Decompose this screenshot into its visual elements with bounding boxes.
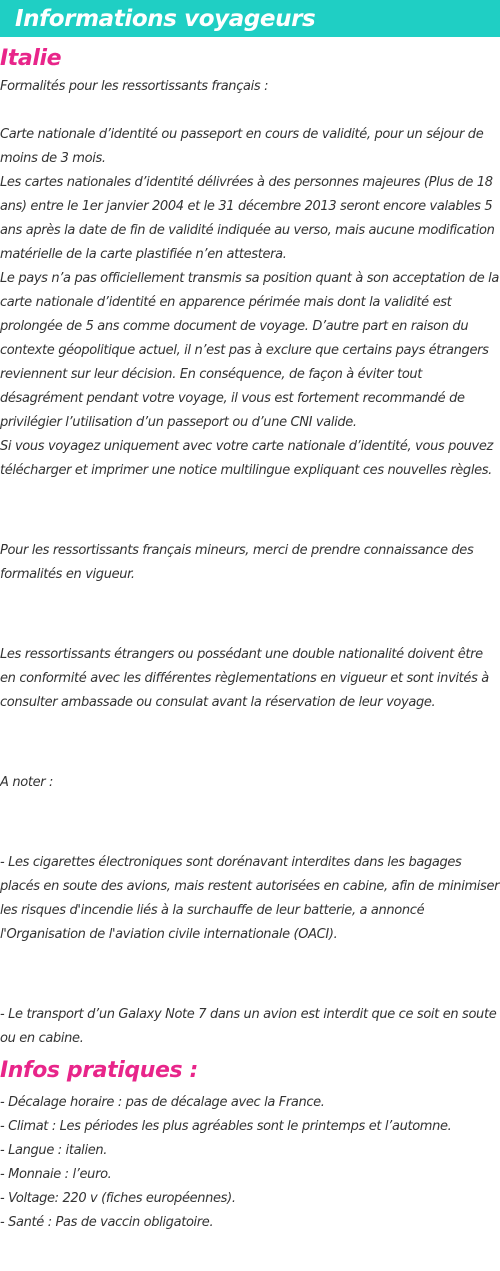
country-heading: Italie: [0, 46, 62, 71]
list-item: - Monnaie : l’euro.: [0, 1167, 112, 1182]
header-banner: [0, 0, 500, 37]
list-item: - Décalage horaire : pas de décalage avec la France.: [0, 1095, 325, 1110]
cigarettes-paragraph: - Les cigarettes électroniques sont dorénavant interdites dans les bagages placés en soute des avions, mais restent autorisées en cabine, afin de minimiser les risques d'incendie liés à la surchauffe de leur batterie, a annoncé l'Organisation de l'aviation civile internationale (OACI).: [0, 855, 500, 942]
list-item: - Climat : Les périodes les plus agréables sont le printemps et l’automne.: [0, 1119, 452, 1134]
galaxy-paragraph: - Le transport d’un Galaxy Note 7 dans un avion est interdit que ce soit en soute ou en cabine.: [0, 1007, 497, 1046]
formalites-line: Si vous voyagez uniquement avec votre carte nationale d’identité, vous pouvez télécharger et imprimer une notice multilingue expliquant ces nouvelles règles.: [0, 439, 494, 478]
formalites-line: Les cartes nationales d’identité délivrées à des personnes majeures (Plus de 18 ans) entre le 1er janvier 2004 et le 31 décembre 2013 seront encore valables 5 ans après la date de fin de validité indiquée au verso, mais aucune modification matérielle de la carte plastifiée n’en attestera.: [0, 175, 495, 262]
list-item: - Langue : italien.: [0, 1143, 108, 1158]
list-item: - Santé : Pas de vaccin obligatoire.: [0, 1215, 214, 1230]
page-title: Informations voyageurs: [15, 5, 316, 32]
formalites-intro: Formalités pour les ressortissants français :: [0, 79, 269, 94]
formalites-section: [0, 75, 500, 1051]
infos-list: [0, 1091, 500, 1235]
infos-pratiques-heading: Infos pratiques :: [0, 1058, 198, 1083]
formalites-line: Carte nationale d’identité ou passeport en cours de validité, pour un séjour de moins de 3 mois.: [0, 127, 484, 166]
formalites-line: Le pays n’a pas officiellement transmis sa position quant à son acceptation de la carte nationale d’identité en apparence périmée mais dont la validité est prolongée de 5 ans comme document de voyage. D’autre part en raison du contexte géopolitique actuel, il n’est pas à exclure que certains pays étrangers reviennent sur leur décision. En conséquence, de façon à éviter tout désagrément pendant votre voyage, il vous est fortement recommandé de privilégier l’utilisation d’un passeport ou d’une CNI valide.: [0, 271, 500, 430]
list-item: - Voltage: 220 v (fiches européennes).: [0, 1191, 236, 1206]
mineurs-paragraph: Pour les ressortissants français mineurs, merci de prendre connaissance des formalités en vigueur.: [0, 543, 474, 582]
etrangers-paragraph: Les ressortissants étrangers ou possédant une double nationalité doivent être en conformité avec les différentes règlementations en vigueur et sont invités à consulter ambassade ou consulat avant la réservation de leur voyage.: [0, 647, 489, 710]
a-noter-label: A noter :: [0, 775, 54, 790]
